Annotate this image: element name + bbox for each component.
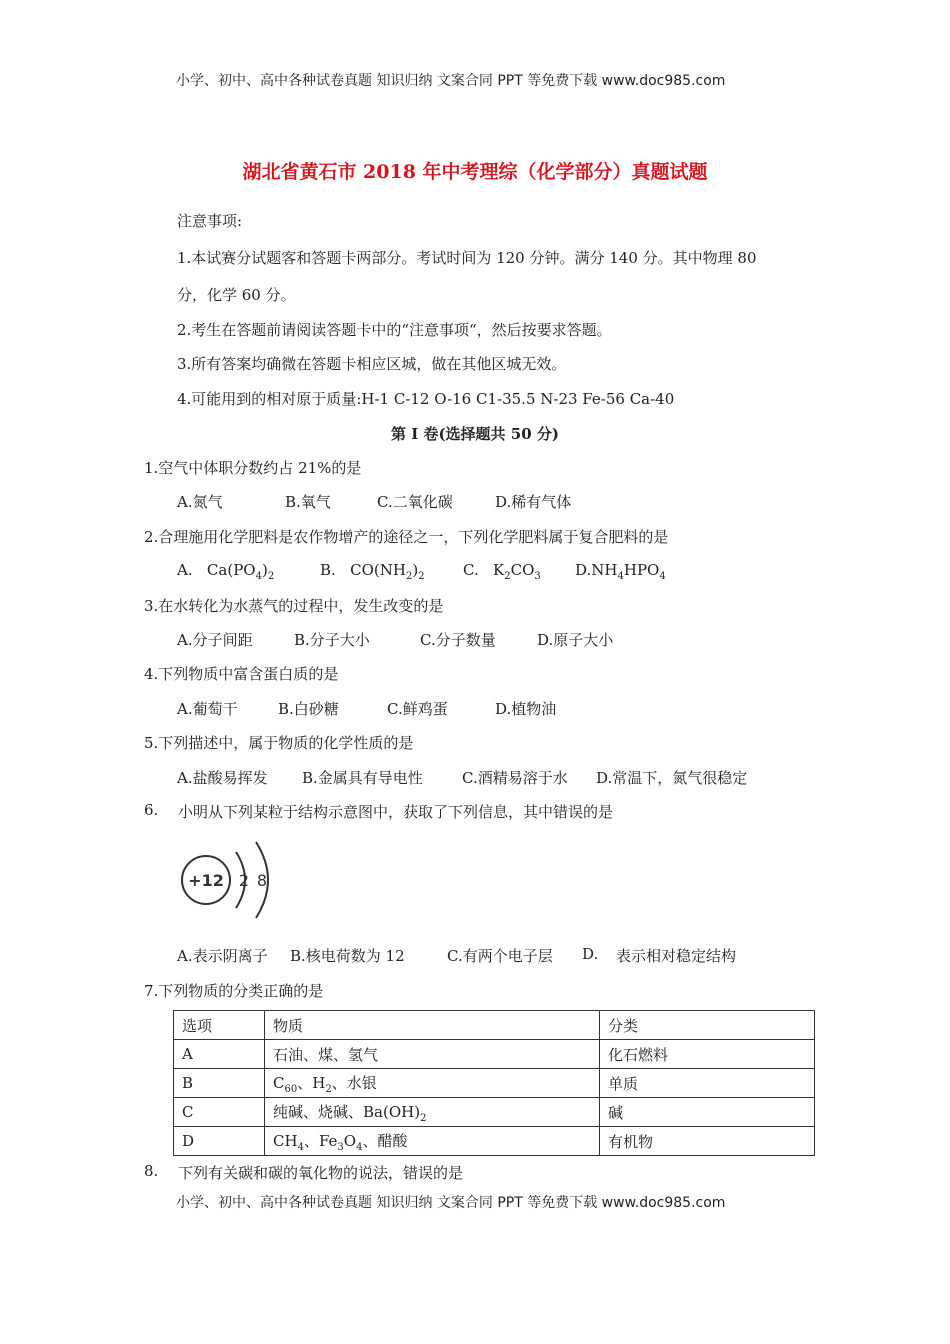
- question-stem: 5.下列描述中，属于物质的化学性质的是: [144, 734, 414, 752]
- option-d: D.: [582, 945, 599, 963]
- option-a: A. $Ca(PO_4)_2$: [177, 561, 275, 582]
- option-a: A.葡萄干: [177, 700, 238, 718]
- table-cell: C: [174, 1098, 265, 1127]
- notice-item: 4.可能用到的相对原于质量:H-1 C-12 O-16 C1-35.5 N-23 Fe-56 Ca-40: [177, 390, 675, 408]
- question-number: 8.: [144, 1162, 159, 1180]
- option-c: C.鲜鸡蛋: [387, 700, 448, 718]
- notice-item: 分，化学 60 分。: [177, 286, 296, 304]
- option-a: A.表示阴离子: [177, 947, 268, 965]
- nucleus-charge: +12: [188, 871, 224, 890]
- notice-item: 2.考生在答题前请阅读答题卡中的“注意事项“，然后按要求答题。: [177, 321, 612, 339]
- table-cell: $CH_4$、$Fe_3O_4$、醋酸: [265, 1127, 600, 1156]
- table-cell: 纯碱、烧碱、$Ba(OH)_2$: [265, 1098, 600, 1127]
- question-stem: 7.下列物质的分类正确的是: [144, 982, 324, 1000]
- option-c: C.酒精易溶于水: [462, 769, 568, 787]
- question-stem: 2.合理施用化学肥料是农作物增产的途径之一，下列化学肥料属于复合肥料的是: [144, 528, 669, 546]
- option-d: D.原子大小: [537, 631, 614, 649]
- question-stem: 1.空气中体职分数约占 21%的是: [144, 459, 362, 477]
- question-stem: 小明从下列某粒于结构示意图中，获取了下列信息，其中错误的是: [178, 803, 614, 821]
- option-d: D.稀有气体: [495, 493, 572, 511]
- option-a: A.分子间距: [177, 631, 253, 649]
- option-c: C.分子数量: [420, 631, 496, 649]
- option-d: D.植物油: [495, 700, 557, 718]
- table-cell: 有机物: [600, 1127, 815, 1156]
- table-header-cell: 选项: [174, 1011, 265, 1040]
- table-row: [174, 1098, 815, 1127]
- notice-item: 3.所有答案均确微在答题卡相应区城，做在其他区城无效。: [177, 355, 567, 373]
- page-footer: 小学、初中、高中各种试卷真题 知识归纳 文案合同 PPT 等免费下载 www.doc985.com: [176, 1195, 726, 1211]
- option-a: A.氮气: [177, 493, 223, 511]
- question-stem: 下列有关碳和碳的氧化物的说法，错误的是: [178, 1164, 464, 1182]
- table-cell: $C_{60}$、$H_2$、水银: [265, 1069, 600, 1098]
- table-header-cell: 分类: [600, 1011, 815, 1040]
- table-cell: B: [174, 1069, 265, 1098]
- classification-table: [173, 1010, 815, 1156]
- table-cell: 石油、煤、氢气: [265, 1040, 600, 1069]
- shell-2-electrons: 8: [256, 871, 268, 890]
- atom-structure-diagram: [176, 832, 280, 928]
- option-c: C.二氧化碳: [377, 493, 453, 511]
- shell-1-electrons: 2: [238, 871, 250, 890]
- page-header: 小学、初中、高中各种试卷真题 知识归纳 文案合同 PPT 等免费下载 www.doc985.com: [176, 73, 726, 89]
- notice-heading: 注意事项:: [177, 212, 243, 230]
- option-c: C.有两个电子层: [447, 947, 553, 965]
- table-cell: D: [174, 1127, 265, 1156]
- option-a: A.盐酸易挥发: [177, 769, 268, 787]
- question-number: 6.: [144, 801, 159, 819]
- option-c: C. $K_2CO_3$: [463, 561, 541, 582]
- option-b: B.核电荷数为 12: [290, 947, 405, 965]
- section-title: 第 I 卷(选择题共 50 分): [391, 425, 559, 443]
- table-cell: 碱: [600, 1098, 815, 1127]
- option-b: B.白砂糖: [278, 700, 339, 718]
- option-d: D.常温下，氮气很稳定: [596, 769, 748, 787]
- table-header-row: [174, 1011, 815, 1040]
- option-b: B. $CO(NH_2)_2$: [320, 561, 425, 582]
- table-header-cell: 物质: [265, 1011, 600, 1040]
- option-b: B.氧气: [285, 493, 331, 511]
- table-cell: 化石燃料: [600, 1040, 815, 1069]
- option-b: B.金属具有导电性: [302, 769, 423, 787]
- question-stem: 4.下列物质中富含蛋白质的是: [144, 665, 339, 683]
- notice-item: 1.本试赛分试题客和答题卡两部分。考试时间为 120 分钟。满分 140 分。其中物理 80: [177, 249, 757, 267]
- table-row: [174, 1069, 815, 1098]
- option-b: B.分子大小: [294, 631, 370, 649]
- option-d-text: 表示相对稳定结构: [616, 947, 737, 965]
- question-stem: 3.在水转化为水蒸气的过程中，发生改变的是: [144, 597, 444, 615]
- table-row: [174, 1040, 815, 1069]
- table-cell: 单质: [600, 1069, 815, 1098]
- table-cell: A: [174, 1040, 265, 1069]
- page-title: 湖北省黄石市 2018 年中考理综（化学部分）真题试题: [242, 161, 708, 183]
- table-row: [174, 1127, 815, 1156]
- option-d: $D.NH_4HPO_4$: [575, 561, 666, 582]
